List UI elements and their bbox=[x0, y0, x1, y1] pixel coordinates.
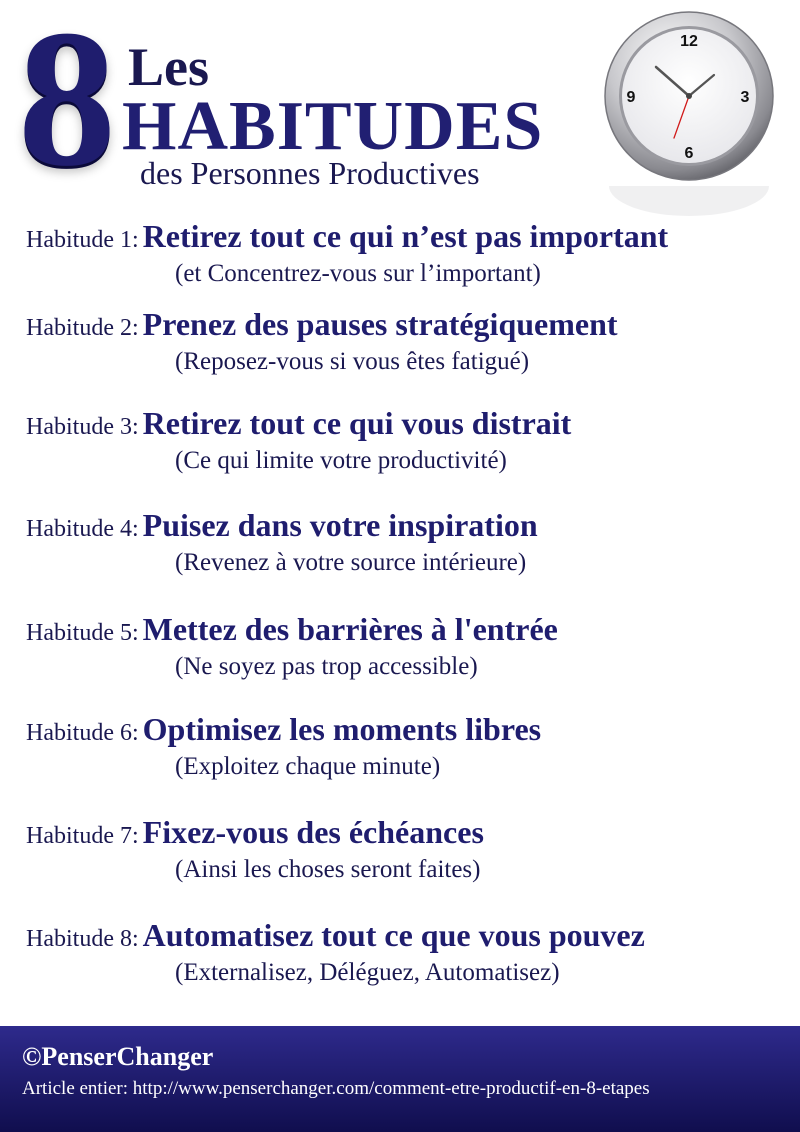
habit-label: Habitude 3: bbox=[26, 414, 139, 440]
habit-label: Habitude 7: bbox=[26, 823, 139, 849]
habit-title: Automatisez tout ce que vous pouvez bbox=[142, 917, 645, 953]
footer-brand: ©PenserChanger bbox=[22, 1042, 214, 1071]
footer-banner bbox=[0, 1026, 800, 1132]
habit-label: Habitude 8: bbox=[26, 926, 139, 952]
clock-number-3: 3 bbox=[740, 89, 750, 106]
clock-number-6: 6 bbox=[684, 145, 694, 162]
habit-item-5 bbox=[26, 611, 796, 680]
clock-number-12: 12 bbox=[680, 33, 698, 50]
habit-title: Mettez des barrières à l'entrée bbox=[142, 611, 558, 647]
title-les: Les bbox=[128, 37, 209, 97]
habit-subtitle: (Externalisez, Déléguez, Automatisez) bbox=[175, 959, 560, 986]
big-number-eight: 8 bbox=[18, 0, 112, 207]
habit-subtitle: (Ce qui limite votre productivité) bbox=[175, 447, 507, 474]
habit-label: Habitude 6: bbox=[26, 720, 139, 746]
habit-item-2 bbox=[26, 306, 796, 375]
habit-item-8 bbox=[26, 917, 796, 986]
habit-item-6 bbox=[26, 711, 796, 780]
footer-article-link[interactable]: Article entier: http://www.penserchanger.com/comment-etre-productif-en-8-etapes bbox=[22, 1078, 650, 1099]
habit-title: Prenez des pauses stratégiquement bbox=[142, 306, 618, 342]
habit-item-7 bbox=[26, 814, 796, 883]
habit-title: Retirez tout ce qui vous distrait bbox=[142, 405, 572, 441]
habit-title: Fixez-vous des échéances bbox=[142, 814, 484, 850]
habit-label: Habitude 5: bbox=[26, 620, 139, 646]
habit-subtitle: (Reposez-vous si vous êtes fatigué) bbox=[175, 348, 530, 375]
habit-title: Retirez tout ce qui n’est pas important bbox=[142, 218, 669, 254]
subtitle: des Personnes Productives bbox=[140, 155, 480, 191]
clock-icon bbox=[603, 10, 775, 182]
poster-header bbox=[0, 0, 800, 207]
habit-item-1 bbox=[26, 218, 796, 287]
habit-label: Habitude 1: bbox=[26, 227, 139, 253]
habit-label: Habitude 4: bbox=[26, 516, 139, 542]
title-habitudes: HABITUDES bbox=[122, 88, 544, 165]
habit-title: Optimisez les moments libres bbox=[142, 711, 542, 747]
habit-title: Puisez dans votre inspiration bbox=[142, 507, 538, 543]
habit-item-3 bbox=[26, 405, 796, 474]
habit-item-4 bbox=[26, 507, 796, 576]
habit-subtitle: (Revenez à votre source intérieure) bbox=[175, 549, 527, 576]
clock-number-9: 9 bbox=[626, 89, 636, 106]
habit-subtitle: (et Concentrez-vous sur l’important) bbox=[175, 260, 541, 287]
habit-label: Habitude 2: bbox=[26, 315, 139, 341]
habit-subtitle: (Ainsi les choses seront faites) bbox=[175, 856, 481, 883]
habit-subtitle: (Exploitez chaque minute) bbox=[175, 753, 441, 780]
habit-subtitle: (Ne soyez pas trop accessible) bbox=[175, 653, 478, 680]
